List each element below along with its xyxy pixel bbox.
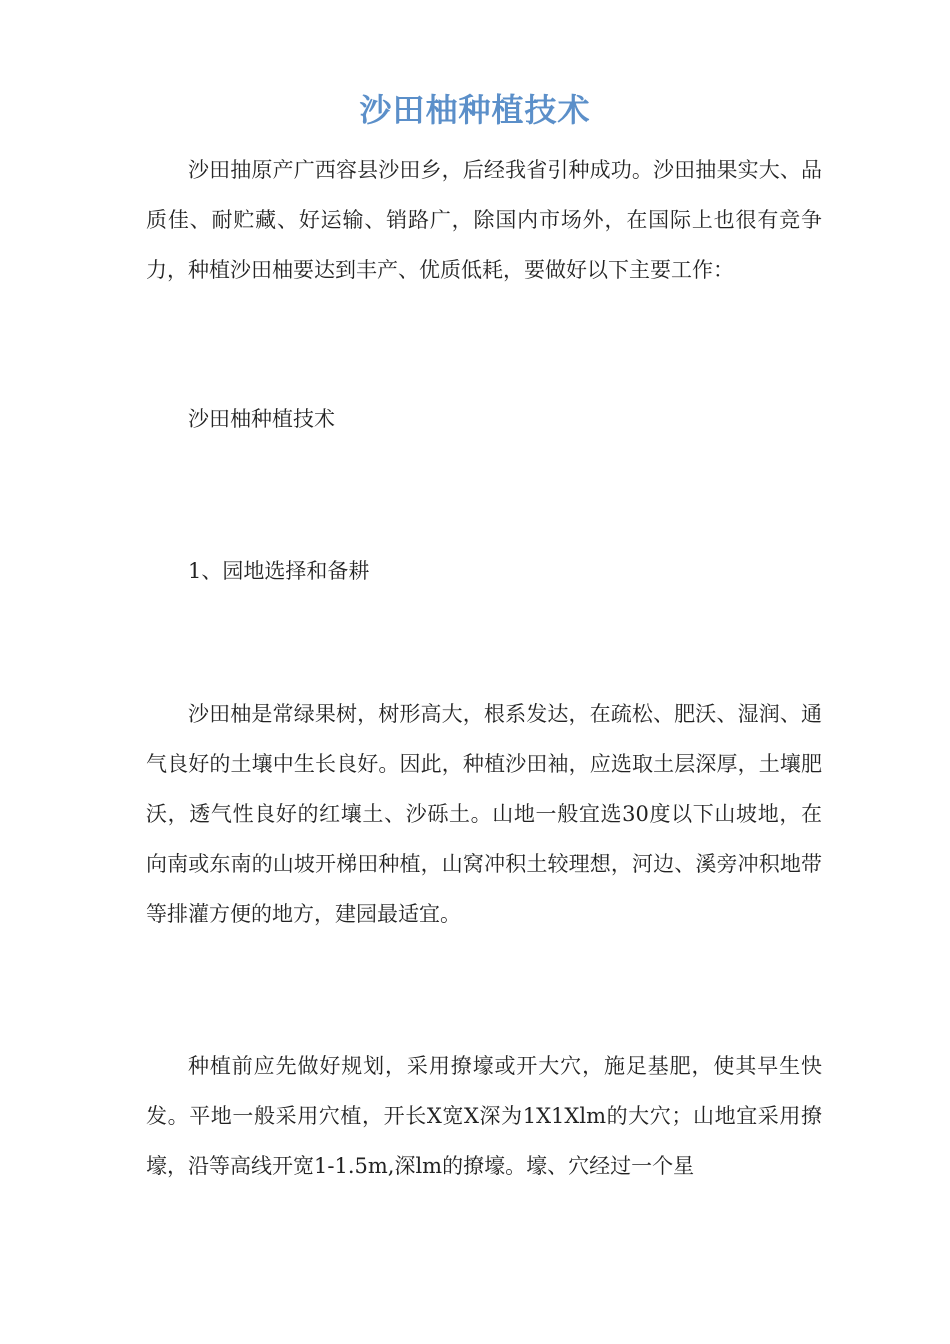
- document-title: 沙田柚种植技术: [359, 91, 591, 129]
- section-1-paragraph-1: 沙田柚是常绿果树，树形高大，根系发达，在疏松、肥沃、湿润、通气良好的土壤中生长良好。因此，种植沙田袖，应选取土层深厚，土壤肥沃，透气性良好的红壤土、沙砾土。山地一般宜选30度以下山坡地，在向南或东南的山坡开梯田种植，山窝冲积土较理想，河边、溪旁冲积地带等排灌方便的地方，建园最适宜。: [146, 702, 822, 926]
- intro-paragraph: 沙田抽原产广西容县沙田乡，后经我省引种成功。沙田抽果实大、品质佳、耐贮藏、好运输、销路广，除国内市场外，在国际上也很有竞争力，种植沙田柚要达到丰产、优质低耗，要做好以下主要工作：: [146, 158, 822, 282]
- section-1-heading: 1、园地选择和备耕: [188, 559, 370, 583]
- section-title: 沙田柚种植技术: [188, 407, 335, 431]
- section-1-paragraph-2: 种植前应先做好规划，采用撩壕或开大穴，施足基肥，使其早生快发。平地一般采用穴植，开长X宽X深为1X1Xlm的大穴；山地宜采用撩壕，沿等高线开宽1-1.5m,深lm的撩壕。壕、穴经过一个星: [146, 1054, 822, 1178]
